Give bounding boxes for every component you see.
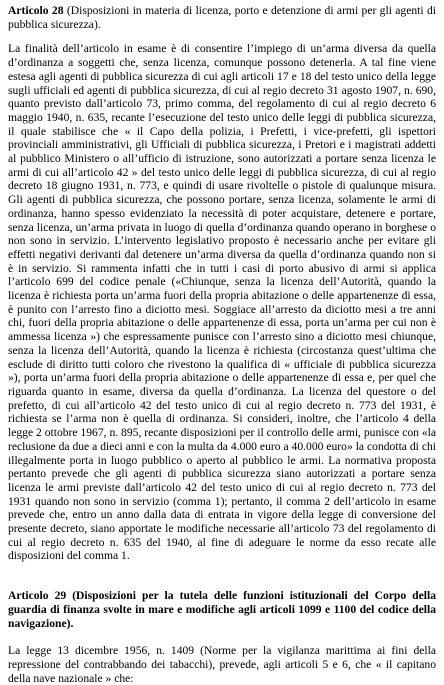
- article-28-number: Articolo 28: [8, 4, 64, 17]
- article-29-heading: Articolo 29 (Disposizioni per la tutela delle funzioni istituzionali del Corpo della guardia di finanza svolte in mare e modifiche agli articoli 1099 e 1100 del codice della navigazione).: [8, 589, 436, 630]
- section-spacer: [8, 563, 436, 589]
- article-28: [8, 4, 436, 563]
- article-29: [8, 589, 436, 685]
- article-28-heading: [8, 4, 436, 31]
- article-29-paragraph: La legge 13 dicembre 1956, n. 1409 (Norme per la vigilanza marittima ai fini della repressione del contrabbando dei tabacchi), prevede, agli articoli 5 e 6, che « il capitano della nave nazionale » che:: [8, 644, 436, 685]
- article-28-paragraph: La finalità dell’articolo in esame è di consentire l’impiego di un’arma diversa da quella d’ordinanza a soggetti che, senza licenza, comunque possono detenerla. A tal fine viene estesa agli agenti di pubblica sicurezza di cui agli articoli 17 e 18 del testo unico della legge sugli ufficiali ed agenti di pubblica sicurezza, di cui al regio decreto 31 agosto 1907, n. 690, quanto previsto dall’articolo 73, primo comma, del regolamento di cui al regio decreto 6 maggio 1940, n. 635, recante l’esecuzione del testo unico delle leggi di pubblica sicurezza, il quale stabilisce che « il Capo della polizia, i Prefetti, i vice-prefetti, gli ispettori provinciali amministrativi, gli Ufficiali di pubblica sicurezza, i Pretori e i magistrati addetti al pubblico Ministero o all’ufficio di istruzione, sono autorizzati a portare senza licenza le armi di cui all’articolo 42 » del testo unico delle leggi di pubblica sicurezza, di cui al regio decreto 18 giugno 1931, n. 773, e quindi di usare rivoltelle o pistole di qualunque misura. Gli agenti di pubblica sicurezza, che possono portare, senza licenza, solamente le armi di ordinanza, hanno spesso evidenziato la necessità di poter acquistare, detenere e portare, senza licenza, un’arma privata in luogo di quella d’ordinanza quando operano in borghese o non sono in servizio. L’intervento legislativo proposto è necessario anche per evitare gli effetti negativi derivanti dal detenere un’arma diversa da quella d’ordinanza quando non si è in servizio. Si rammenta infatti che in tutti i casi di porto abusivo di armi si applica l’articolo 699 del codice penale («Chiunque, senza la licenza dell’Autorità, quando la licenza è richiesta porta un’arma fuori della propria abitazione o delle appartenenze di essa, è punito con l’arresto fino a diciotto mesi. Soggiace all’arresto da diciotto mesi a tre anni chi, fuori della propria abitazione o delle appartenenze di essa, porta un’arma per cui non è ammessa licenza ») che espressamente punisce con l’arresto sino a diciotto mesi chiunque, senza la licenza dell’Autorità, quando la licenza è richiesta (circostanza quest’ultima che esclude di diritto tutti coloro che rivestono la qualifica di « ufficiale di pubblica sicurezza »), porta un’arma fuori della propria abitazione o delle appartenenze di essa e, per quel che riguarda quanto in esame, diversa da quella d’ordinanza. La licenza del questore o del prefetto, di cui all’articolo 42 del testo unico di cui al regio decreto n. 773 del 1931, è richiesta se l’arma non è quella di ordinanza. Si consideri, inoltre, che l’articolo 4 della legge 2 ottobre 1967, n. 895, recante disposizioni per il controllo delle armi, punisce con «la reclusione da due a dieci anni e con la multa da 4.000 euro a 40.000 euro» la condotta di chi illegalmente porta in luogo pubblico o aperto al pubblico le armi. La normativa proposta pertanto prevede che gli agenti di pubblica sicurezza siano autorizzati a portare senza licenza le armi previste dall’articolo 42 del testo unico di cui al regio decreto n. 773 del 1931 quando non sono in servizio (comma 1); pertanto, il comma 2 dell’articolo in esame prevede che, entro un anno dalla data di entrata in vigore della legge di conversione del presente decreto, siano apportate le modifiche necessarie all’articolo 73 del regolamento di cui al regio decreto n. 635 del 1940, al fine di adeguare le norme da esso recate alle disposizioni del comma 1.: [8, 42, 436, 563]
- article-28-title: (Disposizioni in materia di licenza, porto e detenzione di armi per gli agenti di pubblica sicurezza).: [8, 4, 436, 31]
